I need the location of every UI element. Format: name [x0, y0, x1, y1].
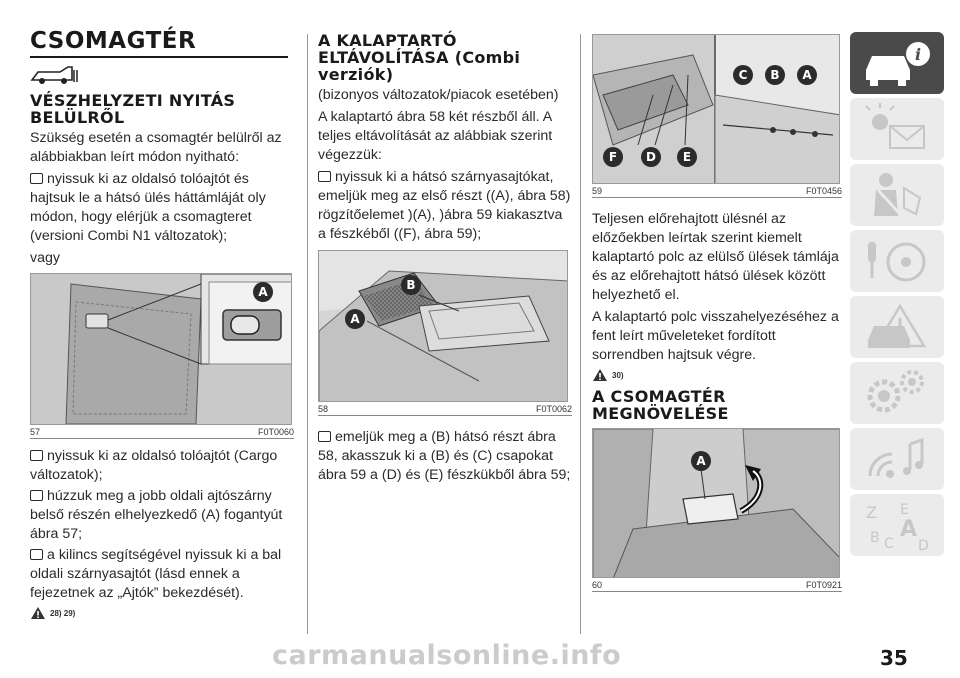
checkbox-bullet-icon: [30, 173, 43, 184]
svg-text:D: D: [918, 538, 929, 552]
chapter-tab-dashboard[interactable]: [850, 98, 944, 160]
section-heading-trunk-extension: A CSOMAGTÉR MEGNÖVELÉSE: [592, 387, 729, 423]
section-heading-parcel-shelf: A KALAPTARTÓ ELTÁVOLÍTÁSA (Combi verziók): [318, 31, 521, 84]
chapter-tab-technical-data[interactable]: [850, 428, 944, 490]
chapter-tab-index[interactable]: [850, 494, 944, 556]
checkbox-bullet-icon: [318, 431, 331, 442]
list-item-text: húzzuk meg a jobb oldali ajtószárny belső részén elhelyezkedő (A) fogantyút ábra 57;: [30, 488, 283, 542]
checkbox-bullet-icon: [30, 549, 43, 560]
checkbox-bullet-icon: [318, 171, 331, 182]
list-item-text: nyissuk ki a hátsó szárnyasajtókat, emeljük meg az első részt ((A), ábra 58) rögzítőelemet )(A), )ábra 59 kiakasztva a fészkéből ((F), ábra 59);: [318, 169, 571, 242]
figure-image: [318, 250, 568, 402]
list-item: [30, 170, 294, 246]
title-rule: [30, 56, 288, 58]
key-steering-icon: [860, 234, 934, 288]
figure-60: [592, 428, 842, 592]
figure-number: 57: [30, 427, 41, 437]
list-item: [30, 447, 294, 485]
column-3: [592, 34, 842, 592]
figure-caption: [592, 184, 842, 198]
warning-car-icon: [860, 300, 934, 354]
figure-caption: [592, 578, 842, 592]
list-item: [30, 487, 294, 544]
column-1: [30, 28, 294, 620]
figure-code: F0T0062: [535, 404, 572, 414]
figure-number: 59: [592, 186, 603, 196]
paragraph: Szükség esetén a csomagtér belülről az alábbiakban leírt módon nyitható:: [30, 130, 282, 165]
paragraph: A kalaptartó polc visszahelyezéséhez a fent leírt műveleteket fordított sorrendben hajtsuk végre.: [592, 309, 839, 363]
paragraph-or: vagy: [30, 250, 60, 266]
figure-image: [592, 428, 840, 578]
figure-number: 60: [592, 580, 603, 590]
signal-music-icon: [860, 432, 934, 486]
column-2: [318, 28, 572, 485]
svg-text:B: B: [870, 530, 880, 546]
checkbox-bullet-icon: [30, 490, 43, 501]
column-divider: [580, 34, 581, 634]
chapter-sidebar: [850, 32, 944, 560]
checkbox-bullet-icon: [30, 450, 43, 461]
list-item-text: nyissuk ki az oldalsó tolóajtót (Cargo változatok);: [30, 448, 278, 483]
svg-text:E: E: [900, 502, 909, 518]
figure-57: [30, 273, 294, 439]
figure-image: [592, 34, 840, 184]
list-item-text: a kilincs segítségével nyissuk ki a bal oldali szárnyasajtót (lásd ennek a fejezetnek az „Ajtók” bekezdését).: [30, 547, 282, 601]
list-item: [30, 546, 294, 603]
list-item: [318, 428, 572, 485]
callout-a: A: [345, 309, 365, 329]
list-item-text: nyissuk ki az oldalsó tolóajtót és hajtsuk le a hátsó ülés háttámláját oly módon, hogy elérjük a csomagteret (versioni Combi N1 változatok);: [30, 171, 266, 244]
lights-envelope-icon: [860, 102, 934, 156]
seatbelt-icon: [860, 168, 934, 222]
gears-icon: [860, 366, 934, 420]
svg-text:i: i: [914, 45, 922, 64]
subtitle: (bizonyos változatok/piacok esetében): [318, 87, 559, 103]
figure-code: F0T0060: [257, 427, 294, 437]
figure-image: [30, 273, 292, 425]
figure-59: [592, 34, 842, 198]
callout-a: A: [691, 451, 711, 471]
figure-number: 58: [318, 404, 329, 414]
page-title: CSOMAGTÉR: [30, 28, 197, 54]
svg-text:C: C: [884, 536, 894, 552]
callout-b: B: [765, 65, 785, 85]
chapter-tab-emergency[interactable]: [850, 296, 944, 358]
warning-triangle-icon: [30, 606, 46, 620]
trunk-open-icon: [30, 64, 294, 86]
callout-b: B: [401, 275, 421, 295]
warning-reference: [30, 606, 294, 620]
list-item-text: emeljük meg a (B) hátsó részt ábra 58, akasszuk ki a (B) és (C) csapokat ábra 59 a (D) és (E) fészkükből ábra 59;: [318, 429, 571, 483]
svg-text:A: A: [900, 517, 918, 542]
figure-caption: [30, 425, 294, 439]
alphabet-index-icon: [860, 498, 934, 552]
car-info-icon: [860, 36, 934, 90]
warning-refs-text: 30): [612, 370, 624, 380]
callout-c: C: [733, 65, 753, 85]
chapter-tab-maintenance[interactable]: [850, 362, 944, 424]
callout-d: D: [641, 147, 661, 167]
warning-refs-text: 28) 29): [50, 608, 76, 618]
callout-f: F: [603, 147, 623, 167]
chapter-tab-safety[interactable]: [850, 164, 944, 226]
figure-code: F0T0456: [805, 186, 842, 196]
chapter-tab-starting-driving[interactable]: [850, 230, 944, 292]
watermark: carmanualsonline.info: [272, 640, 622, 671]
figure-code: F0T0921: [805, 580, 842, 590]
callout-e: E: [677, 147, 697, 167]
column-divider: [307, 34, 308, 634]
list-item: [318, 168, 572, 244]
section-heading-emergency-opening: VÉSZHELYZETI NYITÁS BELÜLRŐL: [30, 91, 236, 127]
warning-reference: [592, 368, 842, 382]
warning-triangle-icon: [592, 368, 608, 382]
page-number: 35: [880, 646, 908, 670]
svg-text:Z: Z: [866, 503, 877, 522]
figure-58: [318, 250, 572, 416]
paragraph: A kalaptartó ábra 58 két részből áll. A teljes eltávolítását az alábbiak szerint végezzük:: [318, 109, 553, 163]
callout-a: A: [253, 282, 273, 302]
figure-caption: [318, 402, 572, 416]
chapter-tab-vehicle-info[interactable]: [850, 32, 944, 94]
callout-a: A: [797, 65, 817, 85]
paragraph: Teljesen előrehajtott ülésnél az előzőekben leírtak szerint kiemelt kalaptartó polc az elülső ülések támlája és az előrehajtott hátsó ülések között helyezhető el.: [592, 211, 839, 303]
